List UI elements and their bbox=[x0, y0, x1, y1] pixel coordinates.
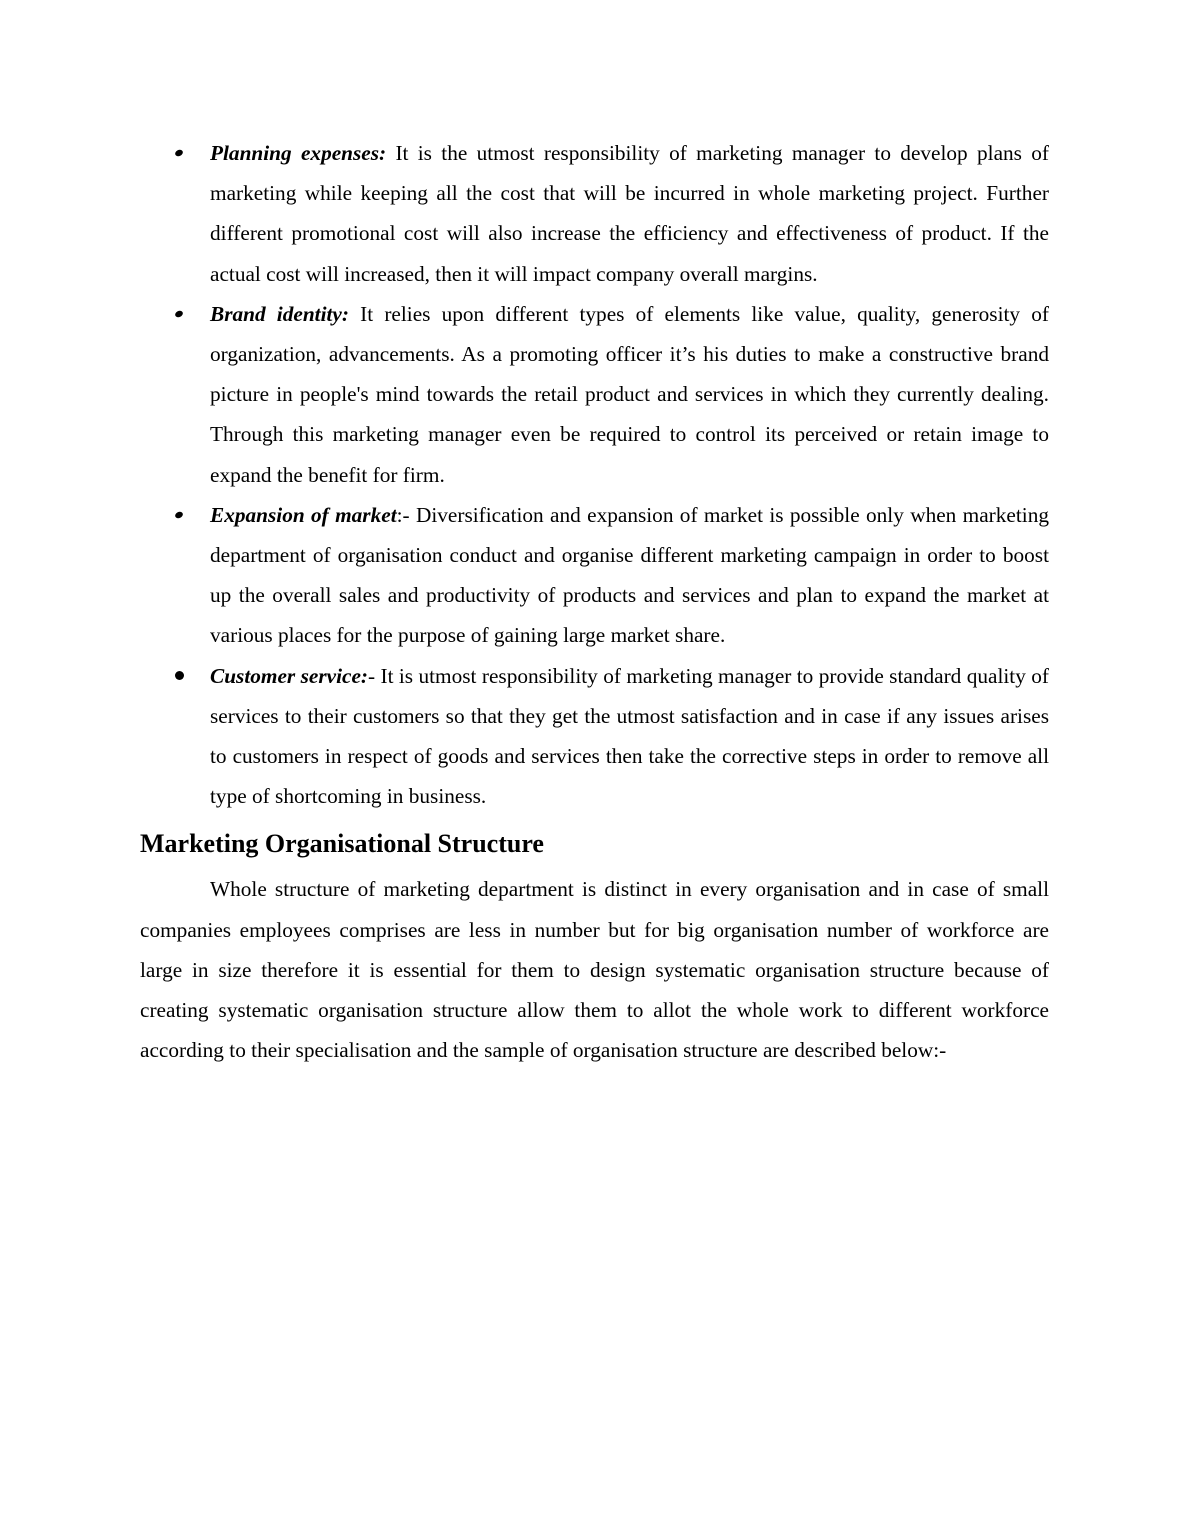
list-item bbox=[140, 656, 1049, 817]
bullet-icon bbox=[175, 671, 184, 680]
list-item-term: Customer service: bbox=[210, 663, 368, 688]
body-paragraph: Whole structure of marketing department is distinct in every organisation and in case of small companies employees comprises are less in number but for big organisation number of workforce are large in size therefore it is essential for them to design systematic organisation structure because of creating systematic organisation structure allow them to allot the whole work to different workforce according to their specialisation and the sample of organisation structure are described below:- bbox=[140, 877, 1049, 1063]
list-item bbox=[140, 495, 1049, 656]
responsibilities-list bbox=[140, 133, 1049, 816]
document-page bbox=[140, 133, 1049, 1070]
list-item-text: It is the utmost responsibility of marketing manager to develop plans of marketing while keeping all the cost that will be incurred in whole marketing project. Further different promotional cost will also increase the efficiency and effectiveness of product. If the actual cost will increased, then it will impact company overall margins. bbox=[210, 141, 1050, 286]
section-heading: Marketing Organisational Structure bbox=[140, 829, 544, 859]
list-item-text: It relies upon different types of elements like value, quality, generosity of organization, advancements. As a promoting officer it’s his duties to make a constructive brand picture in people's mind towards the retail product and services in which they currently dealing. Through this marketing manager even be required to control its perceived or retain image to expand the benefit for firm. bbox=[210, 301, 1049, 487]
list-item-term: Planning expenses: bbox=[210, 141, 387, 165]
bullet-icon bbox=[174, 149, 184, 158]
list-item-text: - It is utmost responsibility of marketing manager to provide standard quality of services to their customers so that they get the utmost satisfaction and in case if any issues arises to customers in respect of goods and services then take the corrective steps in order to remove all type of shortcoming in business. bbox=[210, 663, 1049, 809]
list-item-text: :- Diversification and expansion of market is possible only when marketing department of organisation conduct and organise different marketing campaign in order to boost up the overall sales and productivity of products and services and plan to expand the market at various places for the purpose of gaining large market share. bbox=[210, 502, 1049, 648]
bullet-icon bbox=[174, 309, 184, 318]
list-item-term: Expansion of market bbox=[210, 502, 397, 527]
list-item-term: Brand identity: bbox=[210, 301, 349, 326]
bullet-icon bbox=[174, 510, 184, 519]
list-item bbox=[140, 294, 1049, 495]
list-item bbox=[140, 133, 1049, 294]
